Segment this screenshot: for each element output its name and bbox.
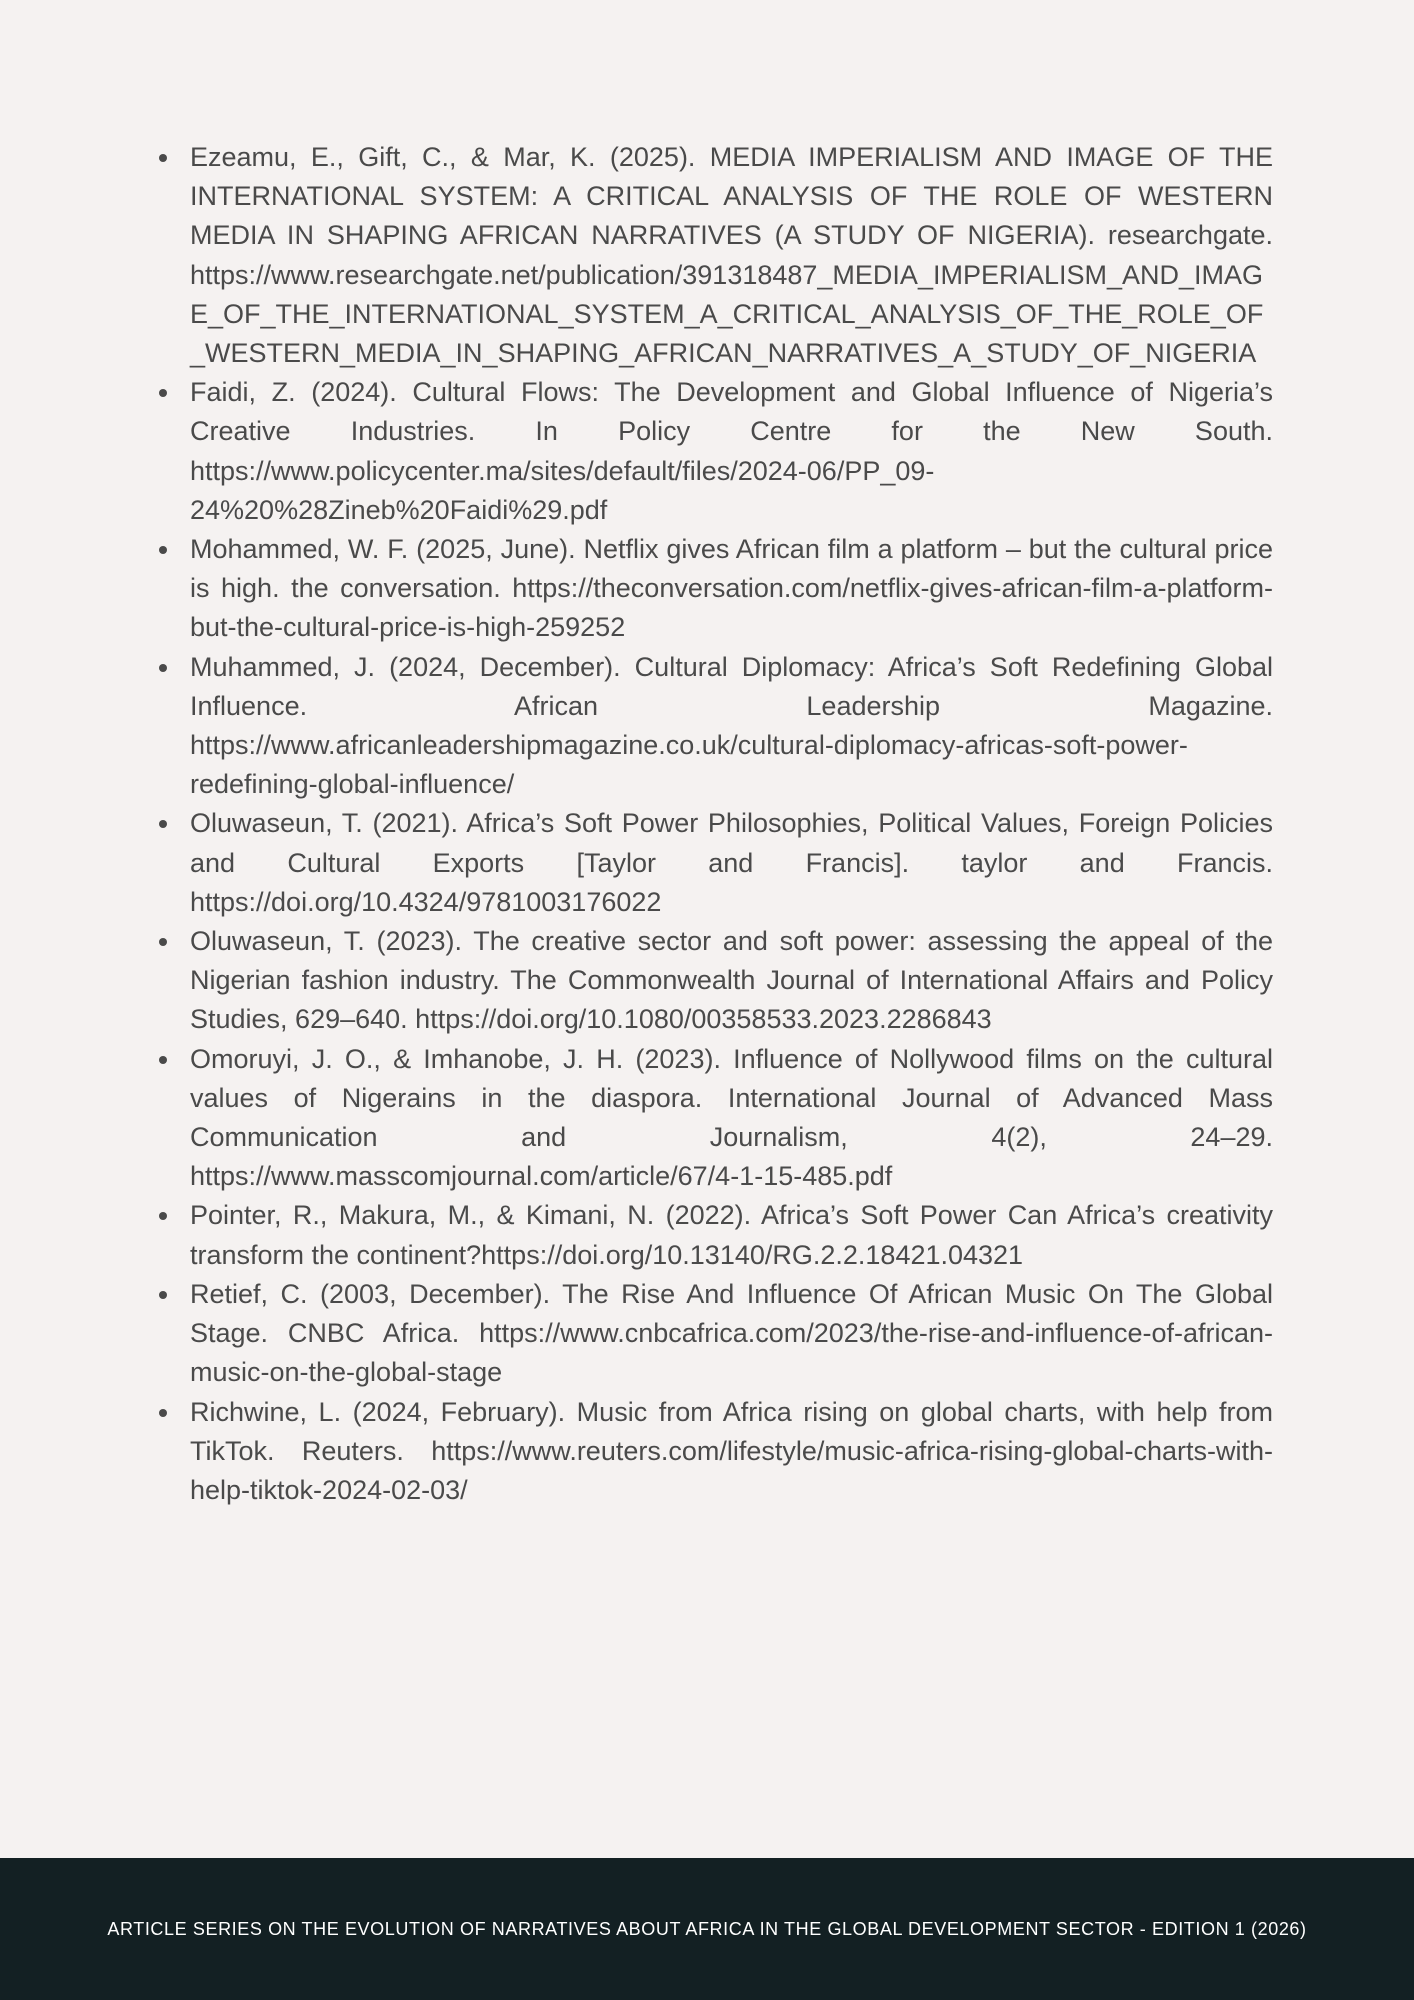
- footer-series-title: ARTICLE SERIES ON THE EVOLUTION OF NARRATIVES ABOUT AFRICA IN THE GLOBAL DEVELOPMENT SECTOR - EDITION 1 (2026): [107, 1918, 1307, 1939]
- reference-item: Muhammed, J. (2024, December). Cultural Diplomacy: Africa’s Soft Redefining Global Influence. African Leadership Magazine. https://www.africanleadershipmagazine.co.uk/cultural-diplomacy-africas-soft-power-redefining-global-influence/: [149, 648, 1273, 805]
- reference-item: Pointer, R., Makura, M., & Kimani, N. (2022). Africa’s Soft Power Can Africa’s creativity transform the continent?https://doi.org/10.13140/RG.2.2.18421.04321: [149, 1196, 1273, 1274]
- reference-item: Oluwaseun, T. (2021). Africa’s Soft Power Philosophies, Political Values, Foreign Policies and Cultural Exports [Taylor and Francis]. taylor and Francis. https://doi.org/10.4324/9781003176022: [149, 804, 1273, 922]
- reference-list: [149, 138, 1273, 1510]
- reference-item: Retief, C. (2003, December). The Rise And Influence Of African Music On The Global Stage. CNBC Africa. https://www.cnbcafrica.com/2023/the-rise-and-influence-of-african-music-on-the-global-stage: [149, 1275, 1273, 1393]
- reference-item: Faidi, Z. (2024). Cultural Flows: The Development and Global Influence of Nigeria’s Creative Industries. In Policy Centre for the New South. https://www.policycenter.ma/sites/default/files/2024-06/PP_09-24%20%28Zineb%20Faidi%29.pdf: [149, 373, 1273, 530]
- reference-item: Richwine, L. (2024, February). Music from Africa rising on global charts, with help from TikTok. Reuters. https://www.reuters.com/lifestyle/music-africa-rising-global-charts-with-help-tiktok-2024-02-03/: [149, 1393, 1273, 1511]
- reference-item: Ezeamu, E., Gift, C., & Mar, K. (2025). MEDIA IMPERIALISM AND IMAGE OF THE INTERNATIONAL SYSTEM: A CRITICAL ANALYSIS OF THE ROLE OF WESTERN MEDIA IN SHAPING AFRICAN NARRATIVES (A STUDY OF NIGERIA). researchgate. https://www.researchgate.net/publication/391318487_MEDIA_IMPERIALISM_AND_IMAGE_OF_THE_INTERNATIONAL_SYSTEM_A_CRITICAL_ANALYSIS_OF_THE_ROLE_OF_WESTERN_MEDIA_IN_SHAPING_AFRICAN_NARRATIVES_A_STUDY_OF_NIGERIA: [149, 138, 1273, 373]
- reference-item: Omoruyi, J. O., & Imhanobe, J. H. (2023). Influence of Nollywood films on the cultural values of Nigerains in the diaspora. International Journal of Advanced Mass Communication and Journalism, 4(2), 24–29. https://www.masscomjournal.com/article/67/4-1-15-485.pdf: [149, 1040, 1273, 1197]
- reference-item: Mohammed, W. F. (2025, June). Netflix gives African film a platform – but the cultural price is high. the conversation. https://theconversation.com/netflix-gives-african-film-a-platform-but-the-cultural-price-is-high-259252: [149, 530, 1273, 648]
- page-footer: [0, 1858, 1414, 2000]
- reference-item: Oluwaseun, T. (2023). The creative sector and soft power: assessing the appeal of the Nigerian fashion industry. The Commonwealth Journal of International Affairs and Policy Studies, 629–640. https://doi.org/10.1080/00358533.2023.2286843: [149, 922, 1273, 1040]
